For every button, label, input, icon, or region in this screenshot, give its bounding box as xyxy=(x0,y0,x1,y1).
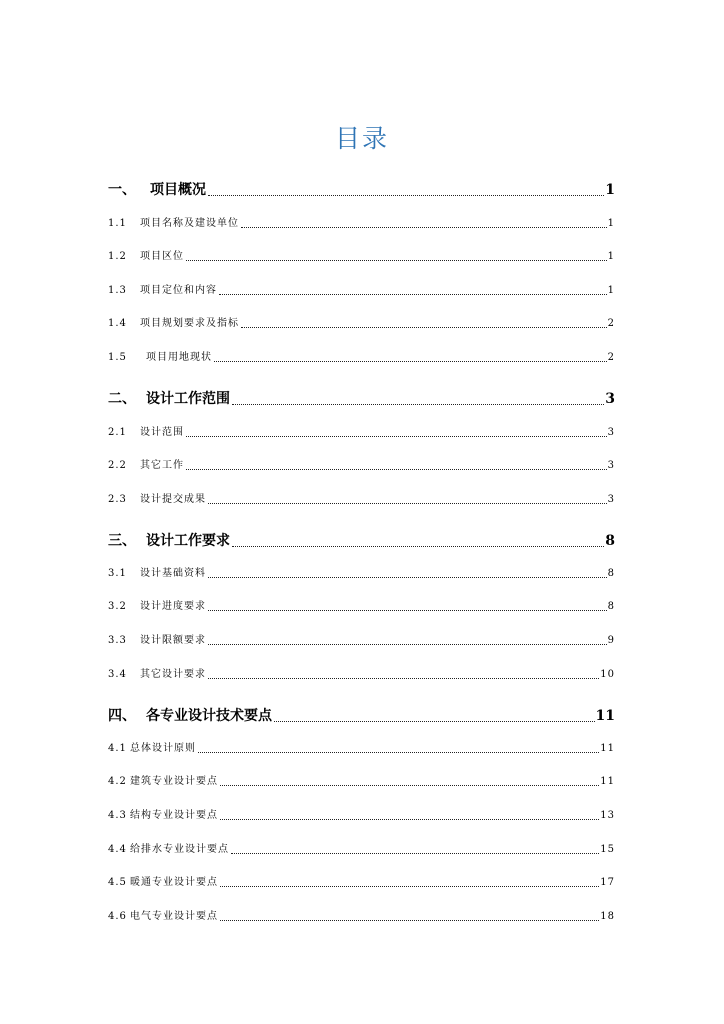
toc-section-number: 二、 xyxy=(108,391,136,407)
dot-leader xyxy=(208,610,607,611)
toc-page-number: 13 xyxy=(600,810,615,821)
toc-page-number: 11 xyxy=(600,776,615,787)
toc-page-number: 1 xyxy=(605,182,615,198)
dot-leader xyxy=(186,436,607,437)
dot-leader xyxy=(241,327,607,328)
toc-subsection-number: 3.2 xyxy=(108,601,127,612)
toc-subsection-label: 其它设计要求 xyxy=(140,669,206,680)
toc-page-number: 3 xyxy=(607,494,615,505)
toc-page-number: 1 xyxy=(607,285,615,296)
toc-subsection-number: 4.5 xyxy=(108,877,127,888)
toc-subsection-number: 1.2 xyxy=(108,251,127,262)
toc-subsection-number: 4.2 xyxy=(108,776,127,787)
toc-subsection[interactable] xyxy=(108,350,615,366)
toc-page-number: 11 xyxy=(600,743,615,754)
dot-leader xyxy=(219,294,607,295)
toc-subsection[interactable] xyxy=(108,741,615,757)
toc-subsection-number: 2.3 xyxy=(108,494,127,505)
dot-leader xyxy=(208,577,607,578)
toc-section[interactable] xyxy=(108,531,615,551)
dot-leader xyxy=(186,260,607,261)
toc-subsection-number: 1.1 xyxy=(108,218,127,229)
toc-subsection[interactable] xyxy=(108,633,615,649)
toc-subsection[interactable] xyxy=(108,458,615,474)
toc-subsection[interactable] xyxy=(108,249,615,265)
toc-subsection[interactable] xyxy=(108,316,615,332)
toc-page-number: 10 xyxy=(600,669,615,680)
toc-page-number: 3 xyxy=(607,427,615,438)
dot-leader xyxy=(232,404,604,405)
toc-subsection-label: 设计范围 xyxy=(140,427,184,438)
toc-subsection-number: 3.4 xyxy=(108,669,127,680)
toc-page-number: 18 xyxy=(600,911,615,922)
dot-leader xyxy=(241,227,607,228)
toc-subsection-label: 设计进度要求 xyxy=(140,601,206,612)
toc-subsection-label: 项目区位 xyxy=(140,251,184,262)
toc-page-number: 2 xyxy=(607,318,615,329)
toc-subsection[interactable] xyxy=(108,425,615,441)
dot-leader xyxy=(208,195,604,196)
toc-subsection-number: 4.1 xyxy=(108,743,127,754)
toc-page-number: 8 xyxy=(605,533,615,549)
toc-section-number: 三、 xyxy=(108,533,136,549)
dot-leader xyxy=(214,361,607,362)
toc-subsection[interactable] xyxy=(108,875,615,891)
toc-page-number: 3 xyxy=(605,391,615,407)
toc-subsection-label: 项目定位和内容 xyxy=(140,285,217,296)
toc-subsection[interactable] xyxy=(108,909,615,925)
toc-subsection[interactable] xyxy=(108,599,615,615)
toc-subsection-number: 2.2 xyxy=(108,460,127,471)
toc-subsection-number: 1.3 xyxy=(108,285,127,296)
toc-subsection-label: 总体设计原则 xyxy=(130,743,196,754)
toc-subsection[interactable] xyxy=(108,216,615,232)
toc-section-label: 设计工作要求 xyxy=(146,533,230,549)
toc-subsection-number: 4.4 xyxy=(108,844,127,855)
toc-section-label: 各专业设计技术要点 xyxy=(146,708,272,724)
dot-leader xyxy=(220,920,599,921)
toc-subsection-label: 电气专业设计要点 xyxy=(130,911,218,922)
toc-section-number: 一、 xyxy=(108,182,136,198)
dot-leader xyxy=(186,469,607,470)
toc-page-number: 8 xyxy=(607,601,615,612)
toc-subsection-number: 1.4 xyxy=(108,318,127,329)
dot-leader xyxy=(208,678,599,679)
dot-leader xyxy=(198,752,599,753)
toc-section-number: 四、 xyxy=(108,708,136,724)
toc-section-label: 项目概况 xyxy=(150,182,206,198)
toc-subsection-label: 项目规划要求及指标 xyxy=(140,318,239,329)
dot-leader xyxy=(220,886,599,887)
toc-subsection-number: 1.5 xyxy=(108,352,127,363)
toc-subsection[interactable] xyxy=(108,667,615,683)
toc-section[interactable] xyxy=(108,180,615,200)
toc-subsection[interactable] xyxy=(108,492,615,508)
dot-leader xyxy=(274,721,595,722)
toc-page-number: 8 xyxy=(607,568,615,579)
toc-section[interactable] xyxy=(108,389,615,409)
toc-subsection-label: 建筑专业设计要点 xyxy=(130,776,218,787)
toc-page-number: 3 xyxy=(607,460,615,471)
dot-leader xyxy=(220,819,599,820)
toc-subsection-number: 2.1 xyxy=(108,427,127,438)
toc-subsection[interactable] xyxy=(108,566,615,582)
toc-subsection[interactable] xyxy=(108,808,615,824)
toc-subsection-label: 设计限额要求 xyxy=(140,635,206,646)
toc-page-number: 9 xyxy=(607,635,615,646)
toc-subsection-label: 给排水专业设计要点 xyxy=(130,844,229,855)
toc-page-number: 17 xyxy=(600,877,615,888)
dot-leader xyxy=(231,853,599,854)
toc-subsection[interactable] xyxy=(108,842,615,858)
toc-page-number: 1 xyxy=(607,218,615,229)
toc-subsection[interactable] xyxy=(108,283,615,299)
dot-leader xyxy=(208,503,607,504)
toc-page-number: 15 xyxy=(600,844,615,855)
toc-subsection-number: 3.3 xyxy=(108,635,127,646)
toc-section[interactable] xyxy=(108,706,615,726)
toc-subsection-label: 结构专业设计要点 xyxy=(130,810,218,821)
toc-page-number: 1 xyxy=(607,251,615,262)
dot-leader xyxy=(220,785,599,786)
toc-subsection-label: 项目用地现状 xyxy=(146,352,212,363)
toc-subsection-number: 4.6 xyxy=(108,911,127,922)
toc-subsection-label: 设计基础资料 xyxy=(140,568,206,579)
toc-subsection[interactable] xyxy=(108,774,615,790)
toc-title: 目录 xyxy=(334,124,389,153)
toc-page-number: 11 xyxy=(595,708,615,724)
dot-leader xyxy=(208,644,607,645)
toc-subsection-label: 其它工作 xyxy=(140,460,184,471)
toc-subsection-number: 3.1 xyxy=(108,568,127,579)
toc-page-number: 2 xyxy=(607,352,615,363)
toc-subsection-label: 暖通专业设计要点 xyxy=(130,877,218,888)
dot-leader xyxy=(232,546,604,547)
toc-subsection-label: 项目名称及建设单位 xyxy=(140,218,239,229)
toc-section-label: 设计工作范围 xyxy=(146,391,230,407)
toc-subsection-label: 设计提交成果 xyxy=(140,494,206,505)
toc-subsection-number: 4.3 xyxy=(108,810,127,821)
